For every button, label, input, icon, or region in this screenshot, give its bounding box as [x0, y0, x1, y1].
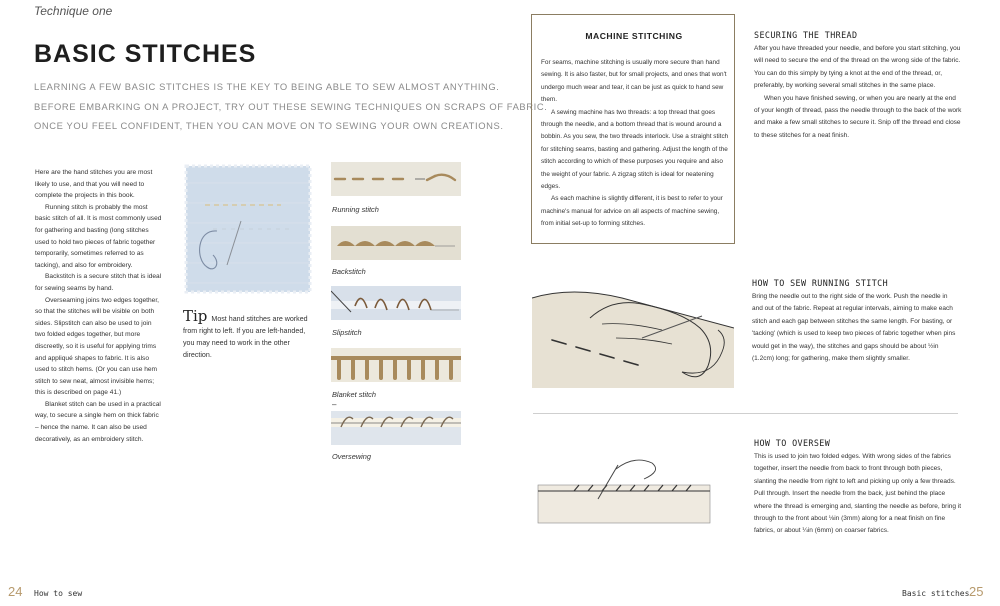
running-stitch-image [331, 162, 461, 196]
stitch-label: Backstitch [332, 267, 366, 276]
stitch-label: Running stitch [332, 205, 379, 214]
running-stitch-illustration [532, 268, 734, 388]
body-paragraph: Here are the hand stitches you are most likely to use, and that you will need to complete the projects in this book. [35, 169, 153, 200]
tip-box [183, 307, 317, 361]
oversew-heading: HOW TO OVERSEW [754, 438, 831, 448]
securing-paragraph: When you have finished sewing, or when you are nearly at the end of your length of thread, pass the needle through to the back of the work and make a few small stitches to secure it. Snip off the thread end close to these stitches for a neat finish. [754, 94, 962, 139]
body-paragraph: Running stitch is probably the most basic stitch of all. It is most commonly used for gathering and basting (long stitches used to hold two pieces of fabric together temporarily, sometimes referred to as tacking), and also for embroidery. [35, 203, 162, 269]
securing-heading: SECURING THE THREAD [754, 30, 858, 40]
running-stitch-heading: HOW TO SEW RUNNING STITCH [752, 278, 889, 288]
body-paragraph: Blanket stitch can be used in a practical way, to secure a single hem on thick fabric – hence the name. It can also be used decoratively, as an embroidery stitch. [35, 400, 161, 443]
running-stitch-text: Bring the needle out to the right side of the work. Push the needle in and out of the fabric. Repeat at regular intervals, aiming to make each stitch and each gap between stitches the same length. For basting, or 'tacking' (which is used to keep two pieces of fabric together when pins would get in the way), the stitches and gaps should be about ½in (1.2cm) long; for gathering, make them slightly smaller. [752, 293, 956, 363]
stitch-label: Oversewing [332, 452, 372, 461]
oversew-text: This is used to join two folded edges. With wrong sides of the fabrics together, insert the needle from back to front through both pieces, slanting the needle from right to left and picking up only a few threads. Pull through. Insert the needle from the back, just behind the place where the thread is emerging and, slanting the needle as before, bring it through to the front about ⅛in (3mm) along for a neat finish on fine fabrics, or about ¼in (6mm) on coarser fabrics. [754, 453, 962, 535]
box-paragraph: For seams, machine stitching is usually more secure than hand sewing. It is also faster, but for small projects, and ones that won't undergo much wear and tear, it can be just as quick to hand sew them. [541, 59, 727, 104]
body-text-column [35, 167, 163, 445]
body-paragraph: Overseaming joins two edges together, so that the stitches will be visible on both sides. Slipstitch can also be used to join two folded edges together, but more discreetly, so it is useful for applying trims and appliqué shapes to fabric. It is also used to stitch hems. (Or you can use hem stitch to sew neat, almost invisible hems; this is described on page 41.) [35, 296, 159, 397]
box-paragraph: As each machine is slightly different, it is best to refer to your machine's manual for advice on all aspects of machine sewing, from initial set-up to forming stitches. [541, 195, 723, 228]
stitch-label: Slipstitch [332, 328, 362, 337]
intro-text [34, 77, 548, 136]
technique-kicker: Technique one [34, 4, 113, 18]
tip-label: Tip [183, 307, 208, 325]
page-number-right: 25 [969, 584, 984, 599]
blanket-stitch-image [331, 348, 461, 382]
backstitch-image [331, 226, 461, 260]
securing-text [754, 43, 962, 142]
fabric-swatch-image [183, 163, 313, 295]
body-paragraph: Backstitch is a secure stitch that is ideal for sewing seams by hand. [35, 273, 162, 292]
intro-line: ONCE YOU FEEL CONFIDENT, THEN YOU CAN MOVE ON TO SEWING YOUR OWN CREATIONS. [34, 120, 504, 131]
box-text [541, 57, 731, 231]
blanket-mark: – [332, 400, 337, 409]
tip-text: Most hand stitches are worked from right to left. If you are left-handed, you may need to work in the other direction. [183, 315, 308, 359]
page-number-left: 24 [8, 584, 23, 599]
securing-paragraph: After you have threaded your needle, and before you start stitching, you will need to secure the end of the thread on the wrong side of the fabric. You can do this simply by tying a knot at the end of the thread, or, preferably, by working several small stitches in the same place. [754, 45, 961, 90]
oversew-illustration [534, 455, 714, 525]
oversewing-image [331, 411, 461, 445]
page-title: BASIC STITCHES [34, 40, 257, 68]
footer-left: How to sew [34, 589, 83, 598]
intro-line: BEFORE EMBARKING ON A PROJECT, TRY OUT THESE SEWING TECHNIQUES ON SCRAPS OF FABRIC. [34, 100, 548, 112]
stitch-label: Blanket stitch [332, 390, 376, 399]
box-title: MACHINE STITCHING [585, 31, 683, 41]
slipstitch-image [331, 286, 461, 320]
footer-right: Basic stitches [902, 589, 970, 598]
box-paragraph: A sewing machine has two threads: a top thread that goes through the needle, and a bottom thread that is wound around a bobbin. As you sew, the two threads interlock. Use a straight stitch for stitching seams, basting and gathering. Adjust the length of the stitch according to which of these purposes you require and also the weight of your fabric. A zigzag stitch is ideal for neatening edges. [541, 108, 729, 191]
section-divider [533, 413, 958, 414]
intro-line: LEARNING A FEW BASIC STITCHES IS THE KEY TO BEING ABLE TO SEW ALMOST ANYTHING. [34, 81, 500, 92]
